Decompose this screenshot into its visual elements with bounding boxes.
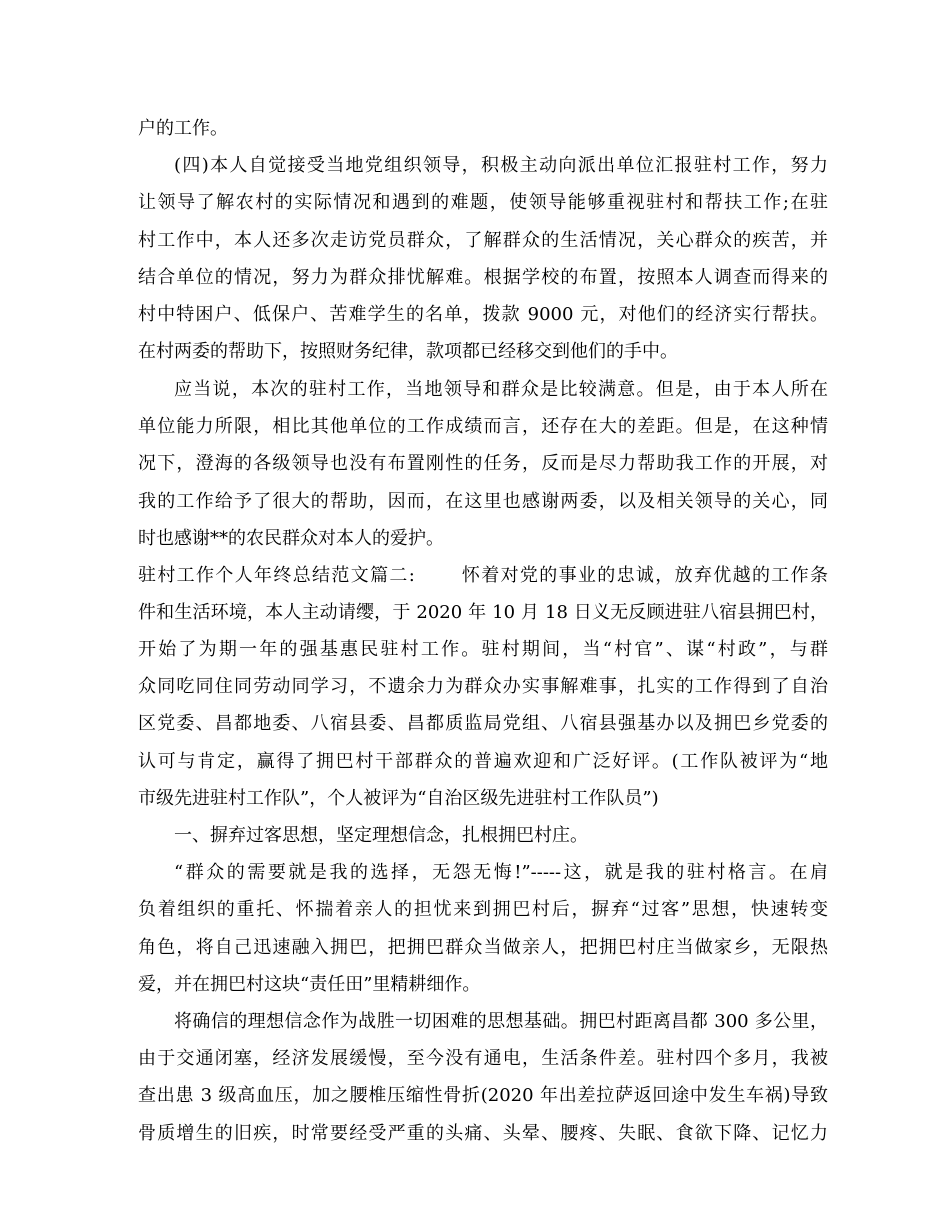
text-line: 将确信的理想信念作为战胜一切困难的思想基础。拥巴村距离昌都 300 多公里，: [174, 1011, 828, 1032]
text-line: 市级先进驻村工作队”，个人被评为“自治区级先进驻村工作队员”): [138, 788, 659, 809]
text-line: 单位能力所限，相比其他单位的工作成绩而言，还存在大的差距。但是，在这种情: [138, 416, 828, 437]
text-line: 开始了为期一年的强基惠民驻村工作。驻村期间，当“村官”、谋“村政”，与群: [138, 639, 828, 660]
text-line: 村中特困户、低保户、苦难学生的名单，拨款 9000 元，对他们的经济实行帮扶。: [138, 304, 828, 325]
text-line: 结合单位的情况，努力为群众排忧解难。根据学校的布置，按照本人调查而得来的: [138, 267, 828, 288]
text-line: 区党委、昌都地委、八宿县委、昌都质监局党组、八宿县强基办以及拥巴乡党委的: [138, 713, 828, 734]
text-line: “群众的需要就是我的选择，无怨无悔!”-----这，就是我的驻村格言。在肩: [174, 862, 828, 883]
text-line: 况下，澄海的各级领导也没有布置刚性的任务，反而是尽力帮助我工作的开展，对: [138, 453, 828, 474]
text-line: 让领导了解农村的实际情况和遇到的难题，使领导能够重视驻村和帮扶工作;在驻: [138, 192, 828, 213]
text-line: 户的工作。: [138, 118, 228, 139]
text-line: 角色，将自己迅速融入拥巴，把拥巴群众当做亲人，把拥巴村庄当做家乡，无限热: [138, 937, 828, 958]
text-line: 骨质增生的旧疾，时常要经受严重的头痛、头晕、腰疼、失眠、食欲下降、记忆力: [138, 1123, 828, 1144]
text-line: 在村两委的帮助下，按照财务纪律，款项都已经移交到他们的手中。: [138, 341, 678, 362]
text-line: 认可与肯定，赢得了拥巴村干部群众的普遍欢迎和广泛好评。(工作队被评为“地: [138, 751, 828, 772]
text-line: 时也感谢**的农民群众对本人的爱护。: [138, 528, 444, 549]
text-line: 我的工作给予了很大的帮助，因而，在这里也感谢两委，以及相关领导的关心，同: [138, 491, 828, 512]
text-line: 爱，并在拥巴村这块“责任田”里精耕细作。: [138, 974, 481, 995]
text-line: 一、摒弃过客思想，坚定理想信念，扎根拥巴村庄。: [174, 825, 588, 846]
text-line: 件和生活环境，本人主动请缨，于 2020 年 10 月 18 日义无反顾进驻八宿县拥巴村，: [138, 602, 828, 623]
text-line: 应当说，本次的驻村工作，当地领导和群众是比较满意。但是，由于本人所在: [174, 379, 828, 400]
text-line: 驻村工作个人年终总结范文篇二: 怀着对党的事业的忠诚，放弃优越的工作条: [138, 565, 828, 586]
text-line: 查出患 3 级高血压，加之腰椎压缩性骨折(2020 年出差拉萨返回途中发生车祸)导致: [138, 1085, 828, 1106]
text-line: 由于交通闭塞，经济发展缓慢，至今没有通电，生活条件差。驻村四个多月，我被: [138, 1048, 828, 1069]
text-line: (四)本人自觉接受当地党组织领导，积极主动向派出单位汇报驻村工作，努力: [174, 155, 828, 176]
text-line: 众同吃同住同劳动同学习，不遗余力为群众办实事解难事，扎实的工作得到了自治: [138, 676, 828, 697]
text-line: 村工作中，本人还多次走访党员群众，了解群众的生活情况，关心群众的疾苦，并: [138, 230, 828, 251]
text-line: 负着组织的重托、怀揣着亲人的担忧来到拥巴村后，摒弃“过客”思想，快速转变: [138, 899, 828, 920]
